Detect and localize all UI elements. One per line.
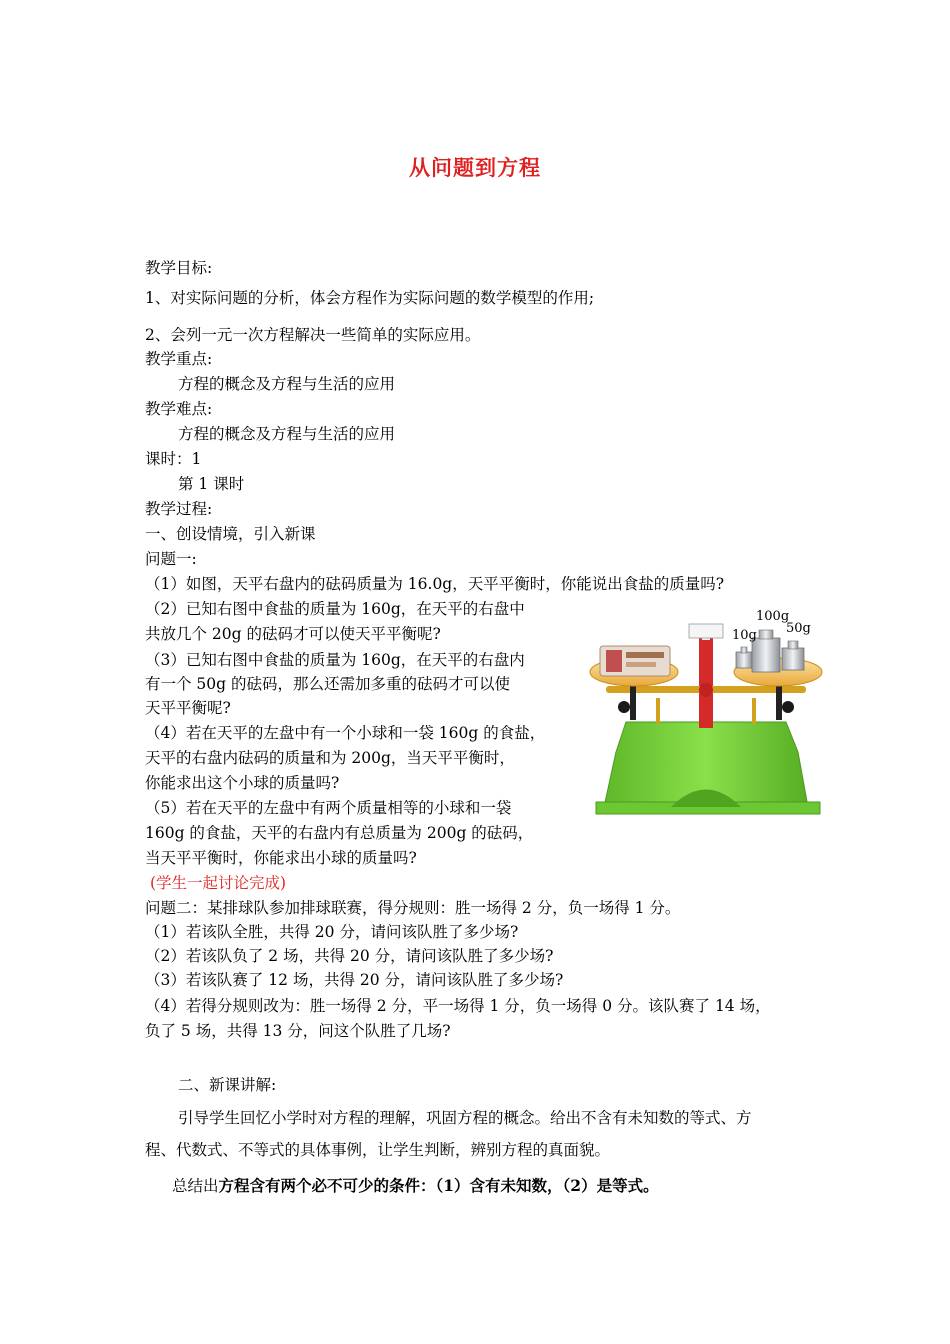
weight-50g [782, 648, 804, 670]
problem-1-q2-line2: 共放几个 20g 的砝码才可以使天平平衡呢? [145, 625, 441, 643]
lecture-line-1: 引导学生回忆小学时对方程的理解，巩固方程的概念。给出不含有未知数的等式、方 [178, 1109, 752, 1127]
problem-1-q3-line3: 天平平衡呢? [145, 699, 231, 717]
page-title: 从问题到方程 [409, 156, 541, 180]
problem-2-q3: （3）若该队赛了 12 场，共得 20 分，请问该队胜了多少场? [145, 971, 564, 989]
objective-1: 1、对实际问题的分析，体会方程作为实际问题的数学模型的作用; [145, 289, 595, 307]
key-points-heading: 教学重点: [145, 350, 213, 368]
scale-pointer-plate [689, 624, 723, 638]
problem-2-q1: （1）若该队全胜，共得 20 分，请问该队胜了多少场? [145, 923, 519, 941]
discussion-note: (学生一起讨论完成) [150, 874, 287, 892]
key-points-text: 方程的概念及方程与生活的应用 [178, 375, 396, 393]
section-1-heading: 一、创设情境，引入新课 [145, 525, 316, 543]
problem-1-q5-line3: 当天平平衡时，你能求出小球的质量吗? [145, 849, 417, 867]
balance-scale-image [586, 602, 826, 818]
objective-2: 2、会列一元一次方程解决一些简单的实际应用。 [145, 326, 481, 344]
problem-2-intro: 问题二：某排球队参加排球联赛，得分规则：胜一场得 2 分，负一场得 1 分。 [145, 899, 681, 917]
problem-2-q4-line1: （4）若得分规则改为：胜一场得 2 分，平一场得 1 分，负一场得 0 分。该队赛了 14 场， [145, 997, 771, 1015]
problem-1-q1: （1）如图，天平右盘内的砝码质量为 16.0g，天平平衡时，你能说出食盐的质量吗? [145, 575, 725, 593]
process-heading: 教学过程: [145, 500, 213, 518]
problem-1-q5-line1: （5）若在天平的左盘中有两个质量相等的小球和一袋 [145, 799, 512, 817]
problem-1-q2-line1: （2）已知右图中食盐的质量为 160g，在天平的右盘中 [145, 600, 525, 618]
weight-10g [736, 652, 752, 668]
problem-1-q4-line1: （4）若在天平的左盘中有一个小球和一袋 160g 的食盐， [145, 724, 546, 742]
label-100g: 100g [756, 609, 790, 624]
summary-prefix: 总结出 [172, 1177, 219, 1195]
problem-1-q4-line3: 你能求出这个小球的质量吗? [145, 774, 340, 792]
objectives-heading: 教学目标: [145, 259, 213, 277]
problem-1-q3-line2: 有一个 50g 的砝码，那么还需加多重的砝码才可以使 [145, 675, 511, 693]
problem-1-q5-line2: 160g 的食盐，天平的右盘内有总质量为 200g 的砝码， [145, 824, 534, 842]
difficulties-heading: 教学难点: [145, 400, 213, 418]
difficulties-text: 方程的概念及方程与生活的应用 [178, 425, 396, 443]
problem-1-q4-line2: 天平的右盘内砝码的质量和为 200g，当天平平衡时， [145, 749, 515, 767]
summary-line [172, 1175, 659, 1197]
problem-2-q2: （2）若该队负了 2 场，共得 20 分，请问该队胜了多少场? [145, 947, 554, 965]
section-2-heading: 二、新课讲解: [178, 1076, 277, 1094]
problem-1-q3-line1: （3）已知右图中食盐的质量为 160g，在天平的右盘内 [145, 651, 525, 669]
label-10g: 10g [732, 628, 757, 643]
label-50g: 50g [786, 621, 811, 636]
weight-100g [752, 638, 780, 672]
problem-1-heading: 问题一: [145, 550, 197, 568]
summary-bold-text: 方程含有两个必不可少的条件：（1）含有未知数，（2）是等式。 [218, 1176, 659, 1195]
problem-2-q4-line2: 负了 5 场，共得 13 分，问这个队胜了几场? [145, 1022, 451, 1040]
lecture-line-2: 程、代数式、不等式的具体事例，让学生判断，辨别方程的真面貌。 [145, 1141, 611, 1159]
periods-text: 课时：1 [145, 450, 202, 468]
period-label: 第 1 课时 [178, 475, 245, 493]
